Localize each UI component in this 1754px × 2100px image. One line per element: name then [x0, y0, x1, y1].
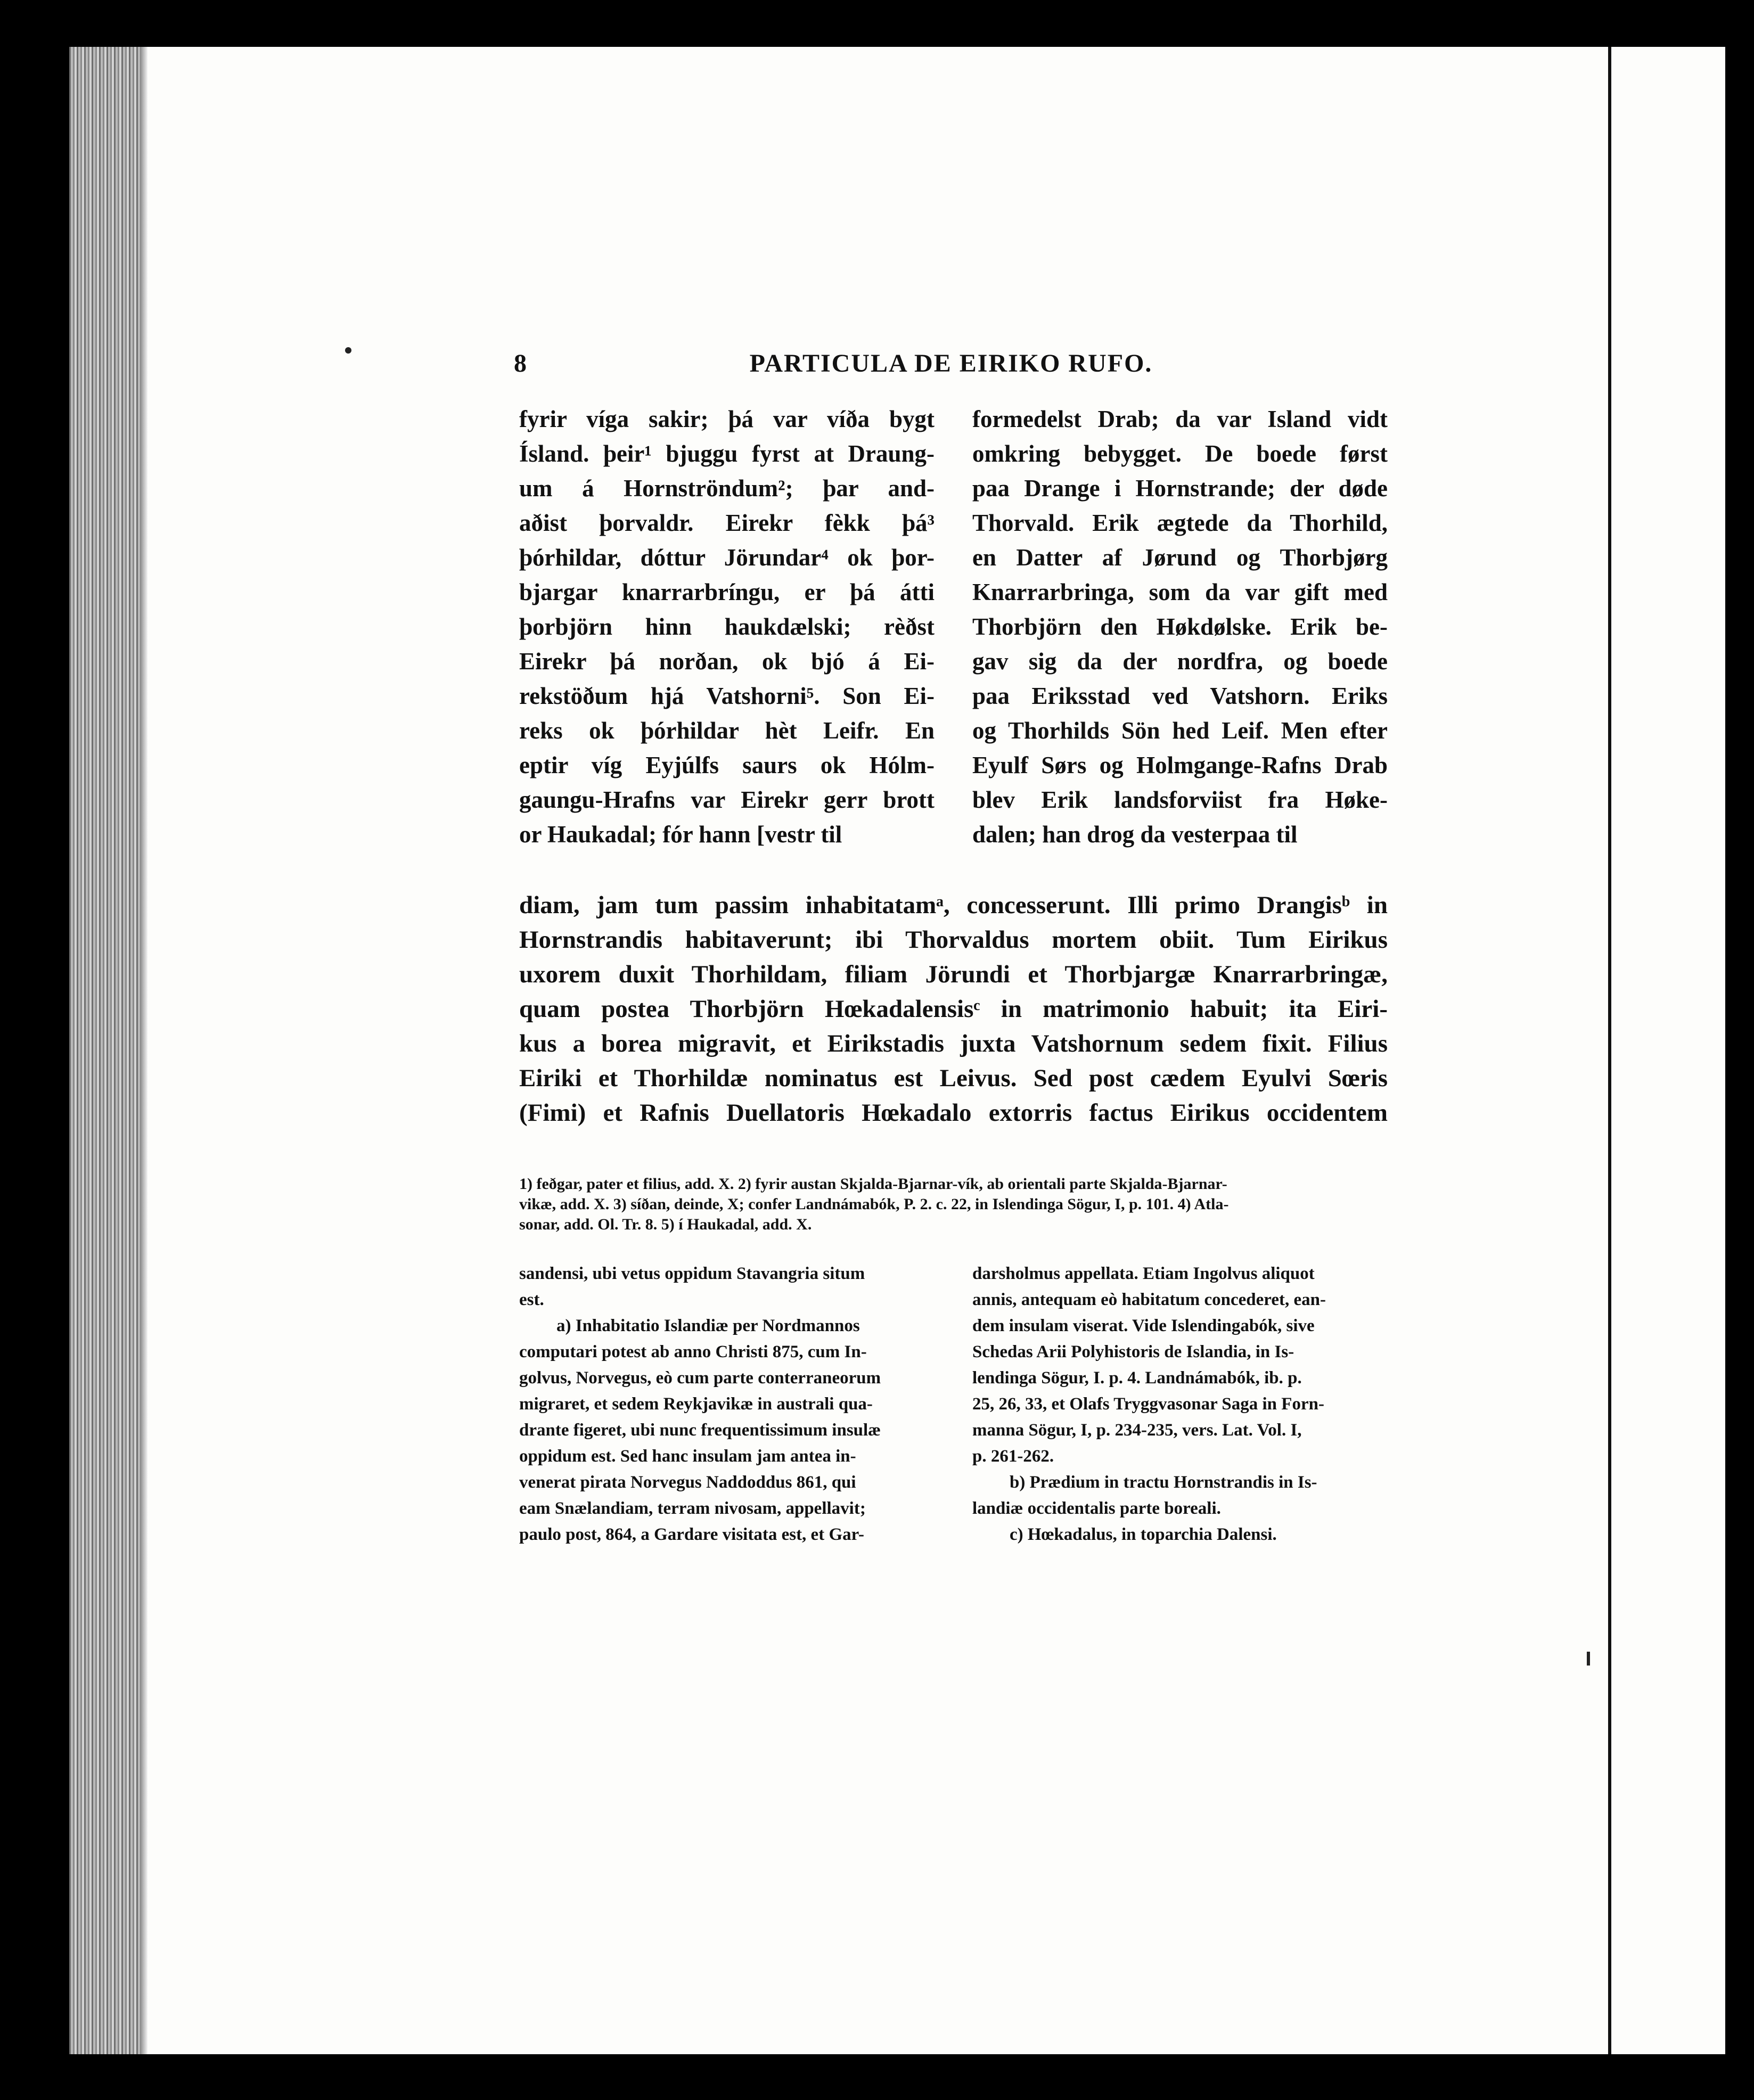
note-line: venerat pirata Norvegus Naddoddus 861, qui	[519, 1473, 856, 1492]
commentary-left	[519, 1261, 945, 1548]
note-line: dem insulam viserat. Vide Islendingabók, sive	[972, 1316, 1315, 1335]
note-line: darsholmus appellata. Etiam Ingolvus aliquot	[972, 1264, 1315, 1283]
text-line: (Fimi) et Rafnis Duellatoris Hœkadalo extorris factus Eirikus occidentem	[519, 1099, 1388, 1127]
footnote-line: sonar, add. Ol. Tr. 8. 5) í Haukadal, add. X.	[519, 1216, 812, 1233]
note-line: oppidum est. Sed hanc insulam jam antea in-	[519, 1447, 856, 1466]
text-line: þorbjörn hinn haukdælski; rèðst	[519, 613, 935, 640]
note-line: eam Snælandiam, terram nivosam, appellavit;	[519, 1499, 866, 1518]
footnote-line: 1) feðgar, pater et filius, add. X. 2) fyrir austan Skjalda-Bjarnar-vík, ab orientali parte Skjalda-Bjarnar-	[519, 1175, 1227, 1193]
text-line: rekstöðum hjá Vatshorni⁵. Son Ei-	[519, 683, 935, 709]
text-line: Eiriki et Thorhildæ nominatus est Leivus. Sed post cædem Eyulvi Sœris	[519, 1064, 1388, 1092]
latin-translation	[519, 888, 1388, 1130]
note-line: manna Sögur, I, p. 234-235, vers. Lat. Vol. I,	[972, 1421, 1302, 1440]
text-line: Knarrarbringa, som da var gift med	[972, 579, 1388, 605]
note-line: Schedas Arii Polyhistoris de Islandia, in Is-	[972, 1342, 1294, 1361]
text-line: paa Eriksstad ved Vatshorn. Eriks	[972, 683, 1388, 709]
note-line: migraret, et sedem Reykjavikæ in australi qua-	[519, 1394, 873, 1414]
note-line: drante figeret, ubi nunc frequentissimum insulæ	[519, 1421, 881, 1440]
book-spine	[69, 47, 141, 2054]
running-title: PARTICULA DE EIRIKO RUFO.	[749, 349, 1153, 378]
text-line: en Datter af Jørund og Thorbjørg	[972, 544, 1388, 571]
note-line: c) Hœkadalus, in toparchia Dalensi.	[1010, 1525, 1277, 1544]
text-line: quam postea Thorbjörn Hœkadalensisᶜ in matrimonio habuit; ita Eiri-	[519, 995, 1388, 1023]
text-line: formedelst Drab; da var Island vidt	[972, 406, 1388, 432]
page-border-line	[1608, 47, 1611, 2054]
footnotes	[519, 1174, 1388, 1235]
note-line: computari potest ab anno Christi 875, cum In-	[519, 1342, 867, 1361]
text-line: paa Drange i Hornstrande; der døde	[972, 475, 1388, 502]
icelandic-column	[519, 402, 935, 852]
text-line: Thorvald. Erik ægtede da Thorhild,	[972, 510, 1388, 536]
text-line: bjargar knarrarbríngu, er þá átti	[519, 579, 935, 605]
note-line: p. 261-262.	[972, 1447, 1054, 1466]
text-line: og Thorhilds Sön hed Leif. Men efter	[972, 717, 1388, 744]
note-line: landiæ occidentalis parte boreali.	[972, 1499, 1221, 1518]
text-line: fyrir víga sakir; þá var víða bygt	[519, 406, 935, 432]
margin-mark	[1587, 1652, 1590, 1666]
running-header	[514, 349, 1388, 386]
note-line: sandensi, ubi vetus oppidum Stavangria situm	[519, 1264, 865, 1283]
text-line: Thorbjörn den Høkdølske. Erik be-	[972, 613, 1388, 640]
note-line: 25, 26, 33, et Olafs Tryggvasonar Saga in Forn-	[972, 1394, 1324, 1414]
page-number: 8	[514, 349, 527, 378]
footnote-line: vikæ, add. X. 3) síðan, deinde, X; confer Landnámabók, P. 2. c. 22, in Islendinga Sögur, I, p. 101. 4) Atla-	[519, 1195, 1229, 1213]
text-line: kus a borea migravit, et Eirikstadis juxta Vatshornum sedem fixit. Filius	[519, 1030, 1388, 1057]
text-line: blev Erik landsforviist fra Høke-	[972, 786, 1388, 813]
page-edge	[141, 47, 147, 2054]
note-line: annis, antequam eò habitatum concederet, ean-	[972, 1290, 1326, 1309]
text-line: Hornstrandis habitaverunt; ibi Thorvaldus mortem obiit. Tum Eirikus	[519, 926, 1388, 954]
text-line: Eirekr þá norðan, ok bjó á Ei-	[519, 648, 935, 675]
note-line: paulo post, 864, a Gardare visitata est, et Gar-	[519, 1525, 865, 1544]
text-line: eptir víg Eyjúlfs saurs ok Hólm-	[519, 752, 935, 778]
text-line: gav sig da der nordfra, og boede	[972, 648, 1388, 675]
text-line: Ísland. þeir¹ bjuggu fyrst at Draung-	[519, 440, 935, 467]
note-line: est.	[519, 1290, 544, 1309]
note-line: a) Inhabitatio Islandiæ per Nordmannos	[556, 1316, 860, 1335]
text-line: Eyulf Sørs og Holmgange-Rafns Drab	[972, 752, 1388, 778]
text-line: aðist þorvaldr. Eirekr fèkk þá³	[519, 510, 935, 536]
ink-dot	[345, 347, 351, 354]
note-line: golvus, Norvegus, eò cum parte conterraneorum	[519, 1368, 881, 1388]
commentary-right	[972, 1261, 1398, 1548]
text-line: uxorem duxit Thorhildam, filiam Jörundi et Thorbjargæ Knarrarbringæ,	[519, 961, 1388, 988]
text-line: þórhildar, dóttur Jörundar⁴ ok þor-	[519, 544, 935, 571]
text-line: reks ok þórhildar hèt Leifr. En	[519, 717, 935, 744]
text-line: gaungu-Hrafns var Eirekr gerr brott	[519, 786, 935, 813]
text-line: diam, jam tum passim inhabitatamᵃ, concesserunt. Illi primo Drangisᵇ in	[519, 891, 1388, 919]
text-line: omkring bebygget. De boede først	[972, 440, 1388, 467]
text-line: or Haukadal; fór hann [vestr til	[519, 821, 842, 848]
note-line: b) Prædium in tractu Hornstrandis in Is-	[1010, 1473, 1317, 1492]
danish-column	[972, 402, 1388, 852]
text-line: um á Hornströndum²; þar and-	[519, 475, 935, 502]
text-line: dalen; han drog da vesterpaa til	[972, 821, 1298, 848]
note-line: lendinga Sögur, I. p. 4. Landnámabók, ib. p.	[972, 1368, 1302, 1388]
